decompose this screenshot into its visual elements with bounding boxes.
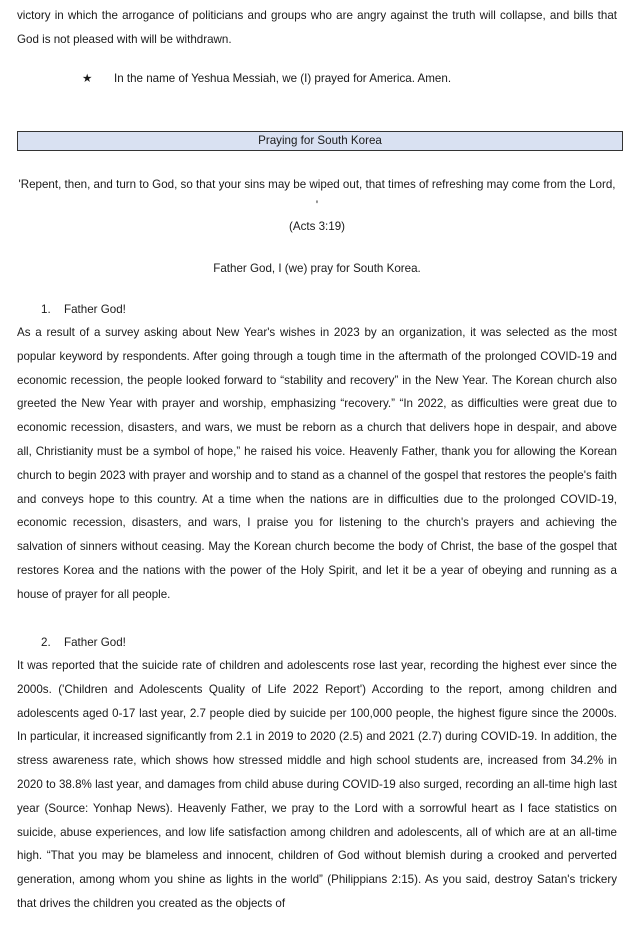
- star-icon: ★: [82, 72, 93, 85]
- intro-block: [17, 258, 617, 279]
- verse-reference: (Acts 3:19): [288, 220, 346, 233]
- verse-block: [17, 174, 617, 237]
- top-paragraph: victory in which the arrogance of politicians and groups who are angry against the truth will collapse, and bills that God is not pleased with will be withdrawn.: [17, 9, 617, 46]
- item-heading: [17, 300, 617, 320]
- item-body: It was reported that the suicide rate of children and adolescents rose last year, recording the highest ever since the 2000s. ('Children and Adolescents Quality of Life 2022 Report') According to the report, among children and adolescents aged 0-17 last year, 2.7 people died by suicide per 100,000 people, the highest figure since the 2000s. In particular, it increased significantly from 2.1 in 2019 to 2020 (2.5) and 2021 (2.7) during COVID-19. In addition, the stress awareness rate, which shows how stressed middle and high school students are, increased from 34.2% in 2020 to 38.8% last year, and damages from child abuse during COVID-19 also surged, recording an all-time high last year (Source: Yonhap News). Heavenly Father, we pray to the Lord with a sorrowful heart as I face statistics on suicide, abuse experiences, and low life satisfaction among children and adolescents, all of which are at an all-time high. “That you may be blameless and innocent, children of God without blemish during a crooked and perverted generation, among whom you shine as lights in the world” (Philippians 2:15). As you said, destroy Satan's trickery that drives the children you created as the objects of: [17, 659, 617, 910]
- bullet-line: [82, 71, 451, 85]
- verse-text: 'Repent, then, and turn to God, so that your sins may be wiped out, that times of refreshing may come from the Lord, ': [18, 178, 616, 212]
- item-heading-text: Father God!: [64, 636, 126, 649]
- item-body: As a result of a survey asking about New Year's wishes in 2023 by an organization, it was selected as the most popular keyword by respondents. After going through a tough time in the aftermath of the prolonged COVID-19 and economic recession, the people looked forward to “stability and recovery” in the New Year. The Korean church also greeted the New Year with prayer and worship, emphasizing “recovery.” “In 2022, as difficulties were great due to economic recession, disasters, and wars, we must be reborn as a church that delivers hope in despair, and above all, Christianity must be a symbol of hope,” he raised his voice. Heavenly Father, thank you for allowing the Korean church to begin 2023 with prayer and worship and to stand as a channel of the gospel that restores the people's faith and conveys hope to this country. At a time when the nations are in difficulties due to the prolonged COVID-19, economic recession, disasters, and wars, I praise you for listening to the church's prayers and achieving the salvation of sinners without ceasing. May the Korean church become the body of Christ, the base of the gospel that restores Korea and the nations with the power of the Holy Spirit, and let it be a year of obeying and running as a house of prayer for all people.: [17, 326, 617, 601]
- bullet-text: In the name of Yeshua Messiah, we (I) prayed for America. Amen.: [114, 72, 452, 85]
- item-heading-text: Father God!: [64, 303, 126, 316]
- section-title-box: [17, 131, 623, 151]
- prayer-item-1: [17, 300, 617, 607]
- intro-line: Father God, I (we) pray for South Korea.: [213, 262, 421, 275]
- section-title: Praying for South Korea: [258, 134, 382, 147]
- prayer-item-2: [17, 633, 617, 916]
- item-heading: [17, 633, 617, 653]
- item-number: 1.: [41, 303, 51, 316]
- item-number: 2.: [41, 636, 51, 649]
